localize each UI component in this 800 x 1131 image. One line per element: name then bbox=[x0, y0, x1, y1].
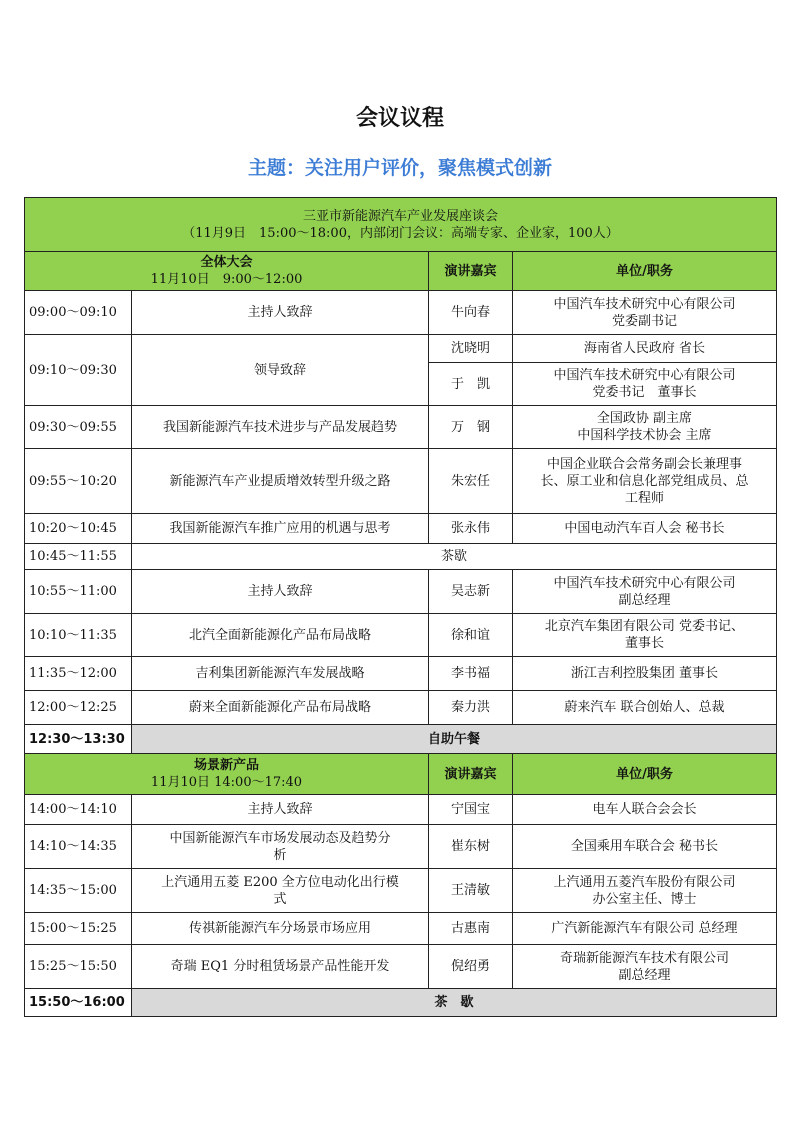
topic-cell: 主持人致辞 bbox=[132, 570, 429, 614]
time-cell: 15:25～15:50 bbox=[25, 945, 132, 989]
org-cell: 全国乘用车联合会 秘书长 bbox=[513, 825, 777, 869]
table-row bbox=[25, 335, 777, 363]
org-line: 中国汽车技术研究中心有限公司 bbox=[553, 575, 736, 591]
time-cell: 14:00～14:10 bbox=[25, 795, 132, 825]
section-title: 全体大会 bbox=[200, 255, 253, 270]
org-line: 中国汽车技术研究中心有限公司 bbox=[553, 296, 736, 312]
org-line: 副总经理 bbox=[618, 592, 671, 608]
column-header-speaker: 演讲嘉宾 bbox=[429, 252, 513, 291]
section-header bbox=[25, 754, 777, 795]
lunch-row bbox=[25, 725, 777, 754]
org-cell: 浙江吉利控股集团 董事长 bbox=[513, 657, 777, 691]
topic-line: 析 bbox=[273, 847, 287, 863]
topic-cell: 传祺新能源汽车分场景市场应用 bbox=[132, 913, 429, 945]
speaker-cell: 朱宏任 bbox=[429, 449, 513, 514]
time-cell: 09:10～09:30 bbox=[25, 335, 132, 406]
org-line: 中国企业联合会常务副会长兼理事 bbox=[546, 456, 742, 472]
org-line: 工程师 bbox=[624, 490, 664, 506]
time-cell: 12:00～12:25 bbox=[25, 691, 132, 725]
time-cell: 09:00～09:10 bbox=[25, 291, 132, 335]
topic-cell: 主持人致辞 bbox=[132, 291, 429, 335]
banner-detail: （11月9日 15:00～18:00，内部闭门会议：高端专家、企业家，100人） bbox=[182, 225, 619, 241]
table-row bbox=[25, 291, 777, 335]
column-header-speaker: 演讲嘉宾 bbox=[429, 754, 513, 795]
org-line: 北京汽车集团有限公司 党委书记、 bbox=[544, 619, 745, 634]
time-cell: 09:55～10:20 bbox=[25, 449, 132, 514]
org-cell bbox=[513, 363, 777, 406]
section-title: 场景新产品 bbox=[193, 758, 259, 773]
org-line: 奇瑞新能源汽车技术有限公司 bbox=[559, 950, 729, 966]
banner-cell bbox=[25, 198, 777, 252]
time-cell: 09:30～09:55 bbox=[25, 406, 132, 449]
table-row bbox=[25, 825, 777, 869]
time-cell: 10:55～11:00 bbox=[25, 570, 132, 614]
column-header-org: 单位/职务 bbox=[513, 252, 777, 291]
org-cell: 蔚来汽车 联合创始人、总裁 bbox=[513, 691, 777, 725]
speaker-cell: 王清敏 bbox=[429, 869, 513, 913]
table-row bbox=[25, 570, 777, 614]
org-cell bbox=[513, 869, 777, 913]
table-row bbox=[25, 514, 777, 544]
topic-cell: 北汽全面新能源化产品布局战略 bbox=[132, 614, 429, 657]
topic-cell: 我国新能源汽车技术进步与产品发展趋势 bbox=[132, 406, 429, 449]
time-cell: 10:45～11:55 bbox=[25, 544, 132, 570]
time-cell: 10:20～10:45 bbox=[25, 514, 132, 544]
table-row bbox=[25, 544, 777, 570]
column-header-org: 单位/职务 bbox=[513, 754, 777, 795]
topic-cell: 主持人致辞 bbox=[132, 795, 429, 825]
org-cell bbox=[513, 570, 777, 614]
topic-line: 上汽通用五菱 E200 全方位电动化出行模 bbox=[161, 874, 399, 890]
break-cell: 茶歇 bbox=[132, 544, 777, 570]
topic-cell: 新能源汽车产业提质增效转型升级之路 bbox=[132, 449, 429, 514]
topic-cell: 我国新能源汽车推广应用的机遇与思考 bbox=[132, 514, 429, 544]
time-cell: 11:35～12:00 bbox=[25, 657, 132, 691]
section-title-cell bbox=[25, 252, 429, 291]
time-cell: 10:10～11:35 bbox=[25, 614, 132, 657]
time-cell: 14:10～14:35 bbox=[25, 825, 132, 869]
speaker-cell: 李书福 bbox=[429, 657, 513, 691]
speaker-cell: 万 钢 bbox=[429, 406, 513, 449]
speaker-cell: 崔东树 bbox=[429, 825, 513, 869]
org-cell: 海南省人民政府 省长 bbox=[513, 335, 777, 363]
org-line: 董事长 bbox=[624, 636, 664, 651]
table-row bbox=[25, 657, 777, 691]
topic-cell: 领导致辞 bbox=[132, 335, 429, 406]
speaker-cell: 张永伟 bbox=[429, 514, 513, 544]
speaker-cell: 沈晓明 bbox=[429, 335, 513, 363]
topic-line: 中国新能源汽车市场发展动态及趋势分 bbox=[169, 830, 391, 846]
time-cell: 12:30～13:30 bbox=[25, 725, 132, 754]
org-cell bbox=[513, 614, 777, 657]
org-line: 办公室主任、博士 bbox=[592, 891, 697, 907]
speaker-cell: 宁国宝 bbox=[429, 795, 513, 825]
page-title: 会议议程 bbox=[355, 106, 444, 131]
break-cell: 茶 歇 bbox=[132, 989, 777, 1017]
topic-cell: 奇瑞 EQ1 分时租赁场景产品性能开发 bbox=[132, 945, 429, 989]
section-date: 11月10日 14:00～17:40 bbox=[150, 775, 303, 790]
speaker-cell: 倪绍勇 bbox=[429, 945, 513, 989]
speaker-cell: 古惠南 bbox=[429, 913, 513, 945]
org-line: 副总经理 bbox=[618, 967, 671, 983]
org-line: 长、原工业和信息化部党组成员、总 bbox=[540, 473, 749, 489]
topic-cell bbox=[132, 869, 429, 913]
org-cell: 广汽新能源汽车有限公司 总经理 bbox=[513, 913, 777, 945]
lunch-cell: 自助午餐 bbox=[132, 725, 777, 754]
table-row bbox=[25, 449, 777, 514]
org-line: 中国科学技术协会 主席 bbox=[577, 428, 712, 443]
topic-cell: 蔚来全面新能源化产品布局战略 bbox=[132, 691, 429, 725]
org-cell bbox=[513, 406, 777, 449]
org-cell bbox=[513, 291, 777, 335]
speaker-cell: 徐和谊 bbox=[429, 614, 513, 657]
section-title-cell bbox=[25, 754, 429, 795]
org-line: 党委书记 董事长 bbox=[592, 385, 697, 400]
speaker-cell: 牛向春 bbox=[429, 291, 513, 335]
section-date: 11月10日 9:00～12:00 bbox=[150, 272, 303, 287]
break-row bbox=[25, 989, 777, 1017]
banner-title: 三亚市新能源汽车产业发展座谈会 bbox=[302, 208, 498, 224]
org-line: 全国政协 副主席 bbox=[596, 411, 693, 426]
topic-cell bbox=[132, 825, 429, 869]
table-row bbox=[25, 869, 777, 913]
table-row bbox=[25, 913, 777, 945]
page-subtitle: 主题：关注用户评价，聚焦模式创新 bbox=[247, 157, 552, 179]
org-cell bbox=[513, 449, 777, 514]
table-row bbox=[25, 406, 777, 449]
table-row bbox=[25, 614, 777, 657]
speaker-cell: 于 凯 bbox=[429, 363, 513, 406]
org-cell: 电车人联合会会长 bbox=[513, 795, 777, 825]
speaker-cell: 吴志新 bbox=[429, 570, 513, 614]
speaker-cell: 秦力洪 bbox=[429, 691, 513, 725]
agenda-table bbox=[24, 197, 777, 1017]
table-row bbox=[25, 945, 777, 989]
time-cell: 15:50～16:00 bbox=[25, 989, 132, 1017]
org-line: 党委副书记 bbox=[611, 313, 677, 329]
topic-line: 式 bbox=[273, 891, 287, 907]
org-cell bbox=[513, 945, 777, 989]
time-cell: 14:35～15:00 bbox=[25, 869, 132, 913]
table-row bbox=[25, 795, 777, 825]
table-row bbox=[25, 691, 777, 725]
org-cell: 中国电动汽车百人会 秘书长 bbox=[513, 514, 777, 544]
section-header bbox=[25, 252, 777, 291]
topic-cell: 吉利集团新能源汽车发展战略 bbox=[132, 657, 429, 691]
banner-row bbox=[25, 198, 777, 252]
org-line: 中国汽车技术研究中心有限公司 bbox=[553, 368, 736, 383]
time-cell: 15:00～15:25 bbox=[25, 913, 132, 945]
org-line: 上汽通用五菱汽车股份有限公司 bbox=[553, 874, 736, 890]
